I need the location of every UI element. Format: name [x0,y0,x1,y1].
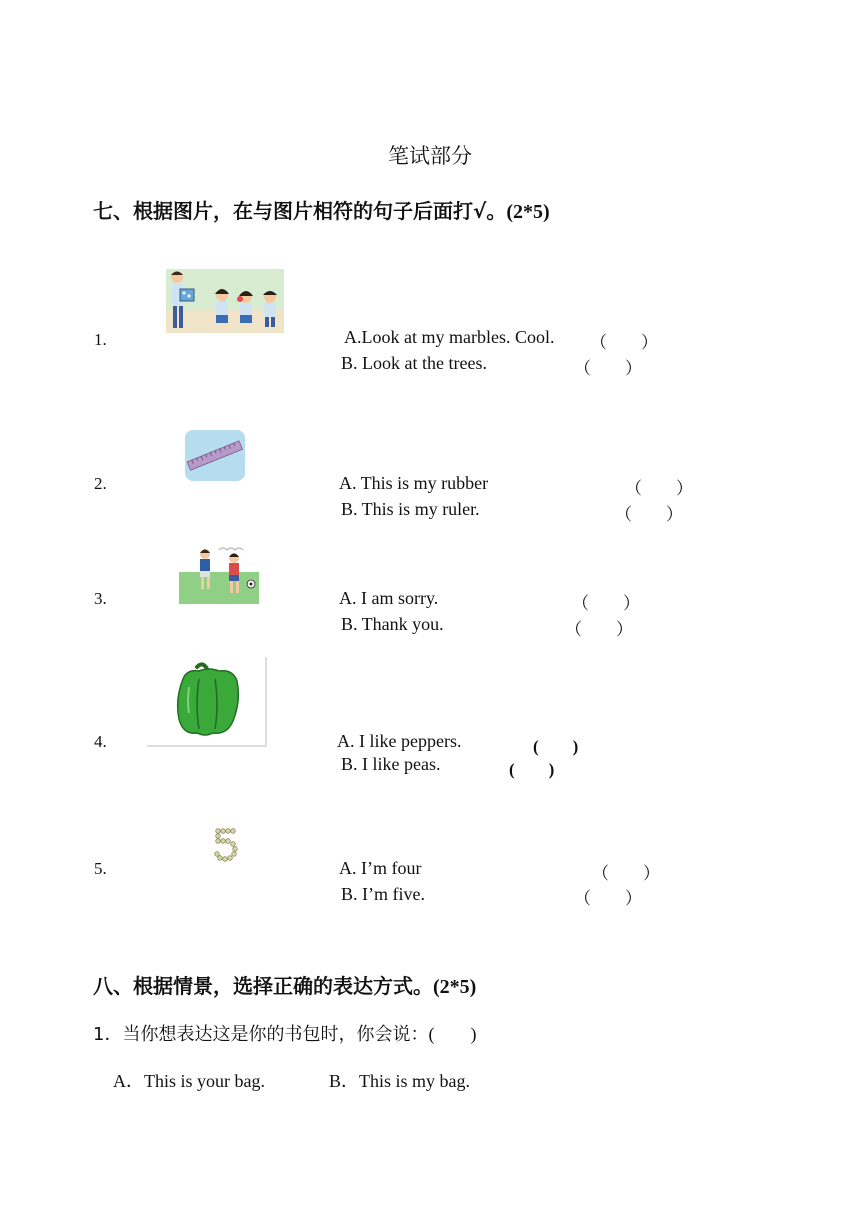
question-5-answer-a[interactable]: （ ） [592,864,660,883]
boys-football-picture [179,544,259,604]
question-1-answer-b[interactable]: （ ） [574,359,642,378]
question-3-answer-a[interactable]: （ ） [572,594,640,613]
question-5-option-b: B. I’m five. [341,884,425,904]
question-4-answer-b[interactable]: ( ) [509,760,555,779]
section-8-choice-b: B．This is my bag. [329,1071,471,1091]
section-8-heading [93,970,476,999]
ruler-picture [184,429,246,482]
question-4-answer-a[interactable]: ( ) [533,737,579,756]
question-1-answer-a[interactable]: （ ） [590,333,658,352]
section-7-score: (2*5) [506,201,550,223]
question-4-option-b: B. I like peas. [341,754,441,774]
green-pepper-picture [147,657,268,747]
question-3-number: 3. [94,589,107,608]
question-4-number: 4. [94,732,107,751]
section-8-question-1-prompt: 1．当你想表达这是你的书包时，你会说： [93,1024,429,1045]
question-1-option-a: A.Look at my marbles. Cool. [344,327,555,347]
section-8-question-1-answer[interactable]: ( ) [428,1024,477,1044]
section-8-choice-a: A．This is your bag. [113,1071,265,1091]
question-2-number: 2. [94,474,107,493]
section-8-question-1 [93,1020,476,1046]
question-2-option-b: B. This is my ruler. [341,499,480,519]
section-8-heading-text: 八、根据情景，选择正确的表达方式。 [93,974,433,998]
question-4-option-a: A. I like peppers. [337,731,462,751]
question-3-answer-b[interactable]: （ ） [565,620,633,639]
section-7-heading [93,195,550,224]
question-2-answer-a[interactable]: （ ） [625,479,693,498]
question-2-answer-b[interactable]: （ ） [615,505,683,524]
question-5-number: 5. [94,859,107,878]
number-five-peas-picture [213,827,239,865]
section-8-score: (2*5) [433,976,477,998]
page-title: 笔试部分 [388,144,472,168]
question-5-option-a: A. I’m four [339,858,422,878]
question-5-answer-b[interactable]: （ ） [574,889,642,908]
question-3-option-a: A. I am sorry. [339,588,439,608]
question-3-option-b: B. Thank you. [341,614,444,634]
children-with-marbles-picture [166,269,284,333]
question-1-number: 1. [94,330,107,349]
section-7-heading-text: 七、根据图片，在与图片相符的句子后面打√。 [93,199,507,223]
question-2-option-a: A. This is my rubber [339,473,489,493]
question-1-option-b: B. Look at the trees. [341,353,487,373]
